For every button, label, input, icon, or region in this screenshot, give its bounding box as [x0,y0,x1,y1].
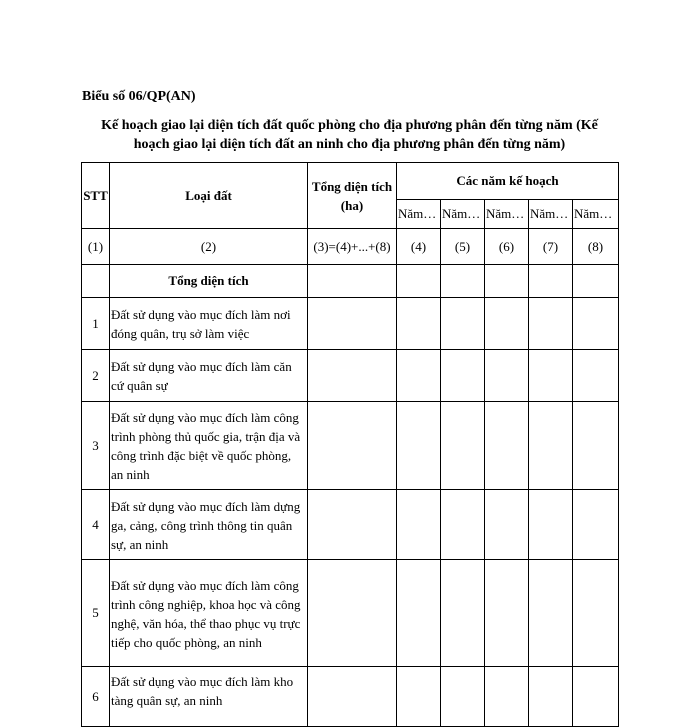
row-stt: 3 [82,402,110,490]
row-land-type: Đất sử dụng vào mục đích làm công trình phòng thủ quốc gia, trận địa và công trình đặc biệt về quốc phòng, an ninh [110,402,308,490]
table-cell [529,298,573,350]
table-cell [573,265,619,298]
table-cell [573,298,619,350]
table-cell [308,490,397,560]
table-cell [485,298,529,350]
header-year-2: Năm… [441,200,485,229]
table-row [82,402,619,490]
table-cell [397,560,441,667]
table-cell [397,298,441,350]
table-row [82,667,619,727]
table-row [82,350,619,402]
index-cell: (7) [529,229,573,265]
header-year-3: Năm… [485,200,529,229]
table-cell [529,560,573,667]
table-cell [529,265,573,298]
table-cell [485,667,529,727]
table-cell [485,402,529,490]
row-stt: 1 [82,298,110,350]
table-cell [308,402,397,490]
index-cell: (4) [397,229,441,265]
table-cell [485,265,529,298]
header-year-5: Năm… [573,200,619,229]
row-stt: 5 [82,560,110,667]
table-cell [441,402,485,490]
table-cell [573,402,619,490]
table-row [82,298,619,350]
table-cell [308,350,397,402]
header-row-top [82,163,619,200]
table-cell [397,350,441,402]
table-cell [441,298,485,350]
table-cell [441,490,485,560]
row-stt: 6 [82,667,110,727]
table-cell [82,265,110,298]
row-stt: 2 [82,350,110,402]
row-land-type: Đất sử dụng vào mục đích làm nơi đóng quân, trụ sở làm việc [110,298,308,350]
index-cell: (1) [82,229,110,265]
index-cell: (5) [441,229,485,265]
row-land-type: Đất sử dụng vào mục đích làm dựng ga, cảng, công trình thông tin quân sự, an ninh [110,490,308,560]
index-cell: (8) [573,229,619,265]
table-cell [485,350,529,402]
table-cell [485,490,529,560]
header-plan-years: Các năm kế hoạch [397,163,619,200]
row-land-type: Đất sử dụng vào mục đích làm căn cứ quân sự [110,350,308,402]
table-cell [308,298,397,350]
header-year-4: Năm… [529,200,573,229]
header-stt: STT [82,163,110,229]
table-cell [308,667,397,727]
table-cell [529,667,573,727]
table-cell [573,560,619,667]
total-row [82,265,619,298]
table-cell [308,265,397,298]
row-stt: 4 [82,490,110,560]
table-cell [573,490,619,560]
table-row [82,490,619,560]
index-cell: (3)=(4)+...+(8) [308,229,397,265]
land-plan-table [81,162,619,727]
table-cell [573,667,619,727]
index-cell: (2) [110,229,308,265]
table-cell [441,560,485,667]
form-code: Biểu số 06/QP(AN) [82,89,196,104]
index-cell: (6) [485,229,529,265]
row-land-type: Đất sử dụng vào mục đích làm công trình công nghiệp, khoa học và công nghệ, văn hóa, thể thao phục vụ trực tiếp cho quốc phòng, an ninh [110,560,308,667]
table-cell [485,560,529,667]
table-cell [441,265,485,298]
total-row-label: Tổng diện tích [110,265,308,298]
document-title: Kế hoạch giao lại diện tích đất quốc phòng cho địa phương phân đến từng năm (Kế hoạch giao lại diện tích đất an ninh cho địa phương phân đến từng năm) [101,118,598,152]
table-row [82,560,619,667]
table-cell [529,350,573,402]
header-total-area: Tổng diện tích (ha) [308,163,397,229]
table-cell [441,350,485,402]
header-year-1: Năm… [397,200,441,229]
table-cell [397,402,441,490]
table-cell [529,490,573,560]
table-cell [573,350,619,402]
table-cell [397,490,441,560]
table-cell [441,667,485,727]
header-land-type: Loại đất [110,163,308,229]
index-row [82,229,619,265]
table-cell [397,667,441,727]
table-cell [397,265,441,298]
table-cell [308,560,397,667]
table-cell [529,402,573,490]
row-land-type: Đất sử dụng vào mục đích làm kho tàng quân sự, an ninh [110,667,308,727]
